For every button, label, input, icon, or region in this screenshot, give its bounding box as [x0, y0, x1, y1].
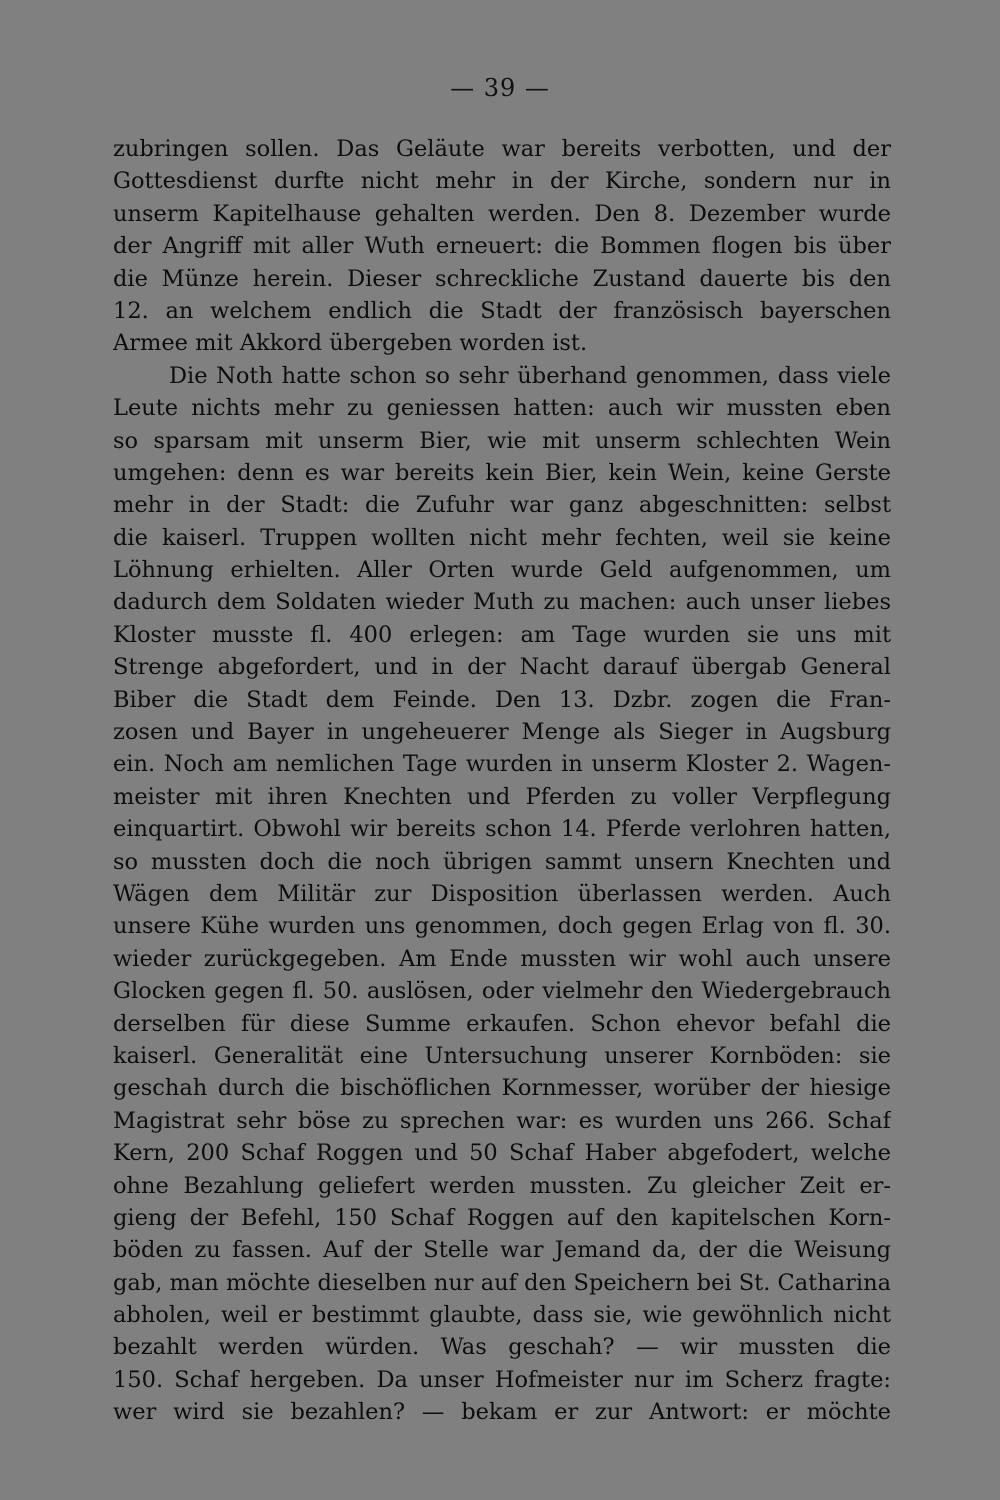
text-line: einquartirt. Obwohl wir bereits schon 14. Pferde verlohren hatten,	[113, 816, 891, 843]
text-line: Gottesdienst durfte nicht mehr in der Kirche, sondern nur in	[113, 168, 891, 195]
text-line: der Angriff mit aller Wuth erneuert: die Bommen flogen bis über	[113, 233, 891, 260]
text-line: Biber die Stadt dem Feinde. Den 13. Dzbr. zogen die Fran-	[113, 686, 891, 713]
text-line: Löhnung erhielten. Aller Orten wurde Geld aufgenommen, um	[113, 557, 891, 584]
text-line: meister mit ihren Knechten und Pferden zu voller Verpflegung	[113, 783, 891, 810]
text-line: so mussten doch die noch übrigen sammt unsern Knechten und	[113, 848, 891, 875]
text-line: zosen und Bayer in ungeheuerer Menge als Sieger in Augsburg	[113, 719, 891, 746]
text-line: Armee mit Akkord übergeben worden ist.	[113, 330, 588, 357]
page-number: — 39 —	[450, 74, 550, 102]
text-line: unserm Kapitelhause gehalten werden. Den 8. Dezember wurde	[113, 200, 891, 227]
text-line: geschah durch die bischöflichen Kornmesser, worüber der hiesige	[113, 1075, 891, 1102]
text-line: Glocken gegen fl. 50. auslösen, oder vielmehr den Wiedergebrauch	[113, 978, 891, 1005]
body-text	[113, 133, 891, 1429]
text-line: die kaiserl. Truppen wollten nicht mehr fechten, weil sie keine	[113, 524, 891, 551]
text-line: Wägen dem Militär zur Disposition überlassen werden. Auch	[113, 880, 891, 907]
text-line: derselben für diese Summe erkaufen. Schon ehevor befahl die	[113, 1010, 891, 1037]
text-line: böden zu fassen. Auf der Stelle war Jemand da, der die Weisung	[113, 1237, 891, 1264]
text-line: Die Noth hatte schon so sehr überhand genommen, dass viele	[169, 362, 891, 389]
text-line: mehr in der Stadt: die Zufuhr war ganz abgeschnitten: selbst	[113, 492, 891, 519]
text-line: Strenge abgefordert, und in der Nacht darauf übergab General	[113, 654, 891, 681]
text-line: die Münze herein. Dieser schreckliche Zustand dauerte bis den	[113, 265, 891, 292]
text-line: wieder zurückgegeben. Am Ende mussten wir wohl auch unsere	[113, 945, 891, 972]
text-line: 12. an welchem endlich die Stadt der französisch bayerschen	[113, 297, 891, 324]
text-line: umgehen: denn es war bereits kein Bier, kein Wein, keine Gerste	[113, 459, 891, 486]
text-line: Kloster musste fl. 400 erlegen: am Tage wurden sie uns mit	[113, 621, 891, 648]
text-line: gab, man möchte dieselben nur auf den Speichern bei St. Catharina	[113, 1269, 891, 1296]
text-line: bezahlt werden würden. Was geschah? — wir mussten die	[113, 1334, 891, 1361]
text-line: Kern, 200 Schaf Roggen und 50 Schaf Haber abgefodert, welche	[113, 1140, 891, 1167]
text-line: abholen, weil er bestimmt glaubte, dass sie, wie gewöhnlich nicht	[113, 1302, 891, 1329]
text-line: so sparsam mit unserm Bier, wie mit unserm schlechten Wein	[113, 427, 891, 454]
text-line: dadurch dem Soldaten wieder Muth zu machen: auch unser liebes	[113, 589, 891, 616]
text-line: Leute nichts mehr zu geniessen hatten: auch wir mussten eben	[113, 395, 891, 422]
text-line: kaiserl. Generalität eine Untersuchung unserer Kornböden: sie	[113, 1042, 891, 1069]
text-line: zubringen sollen. Das Geläute war bereits verbotten, und der	[113, 136, 891, 162]
text-line: ohne Bezahlung geliefert werden mussten. Zu gleicher Zeit er-	[113, 1172, 891, 1199]
text-line: ein. Noch am nemlichen Tage wurden in unserm Kloster 2. Wagen-	[113, 751, 891, 778]
text-line: gieng der Befehl, 150 Schaf Roggen auf den kapitelschen Korn-	[113, 1204, 891, 1231]
text-line: Magistrat sehr böse zu sprechen war: es wurden uns 266. Schaf	[113, 1107, 891, 1134]
text-line: wer wird sie bezahlen? — bekam er zur Antwort: er möchte	[113, 1399, 891, 1426]
text-line: 150. Schaf hergeben. Da unser Hofmeister nur im Scherz fragte:	[113, 1366, 891, 1393]
text-line: unsere Kühe wurden uns genommen, doch gegen Erlag von fl. 30.	[113, 913, 891, 940]
